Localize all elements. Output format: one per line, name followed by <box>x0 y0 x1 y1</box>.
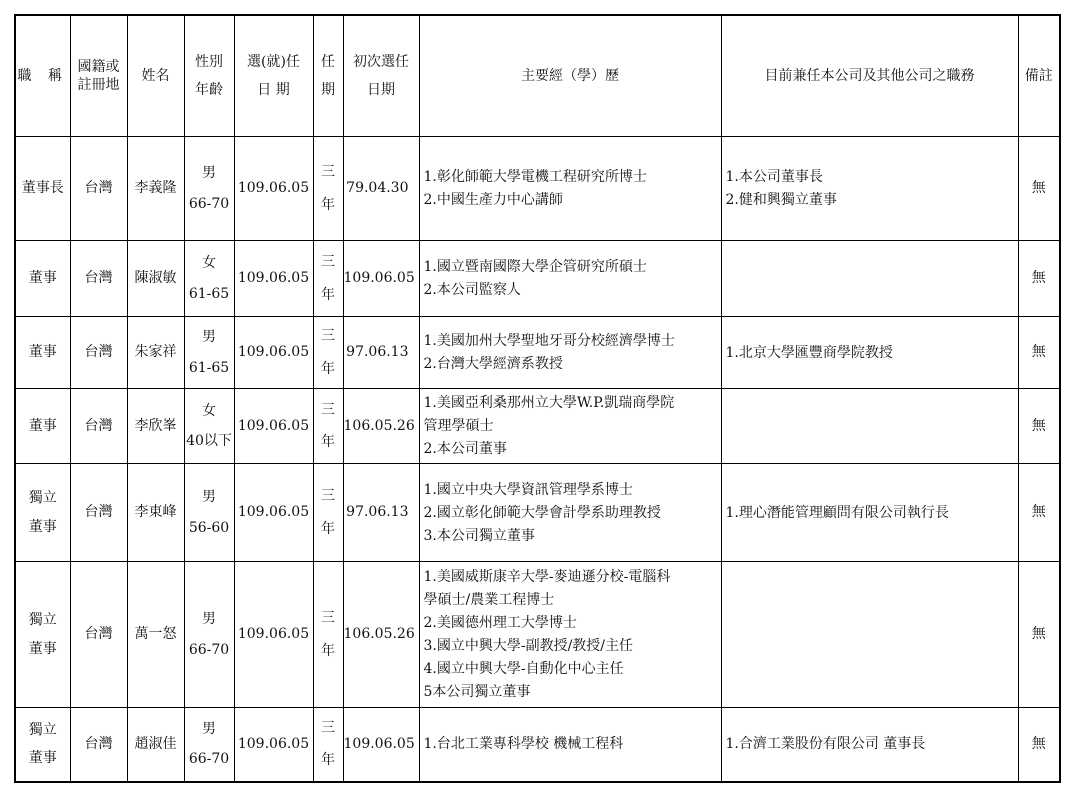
title-line: 董事 <box>28 417 57 434</box>
cell-title <box>15 137 70 241</box>
cell-nationality <box>70 389 127 464</box>
cell-nationality <box>70 137 127 241</box>
cell-gender-age <box>184 317 234 389</box>
cell-term <box>313 562 343 708</box>
cell-first-elected <box>343 464 419 562</box>
age-value: 66-70 <box>188 751 230 768</box>
term-char: 三 <box>321 328 335 345</box>
cell-remarks <box>1018 708 1060 782</box>
age-value: 66-70 <box>188 195 230 212</box>
elected-date-value: 109.06.05 <box>237 344 310 361</box>
title-line: 董事 <box>28 270 57 287</box>
elected-date-value: 109.06.05 <box>237 270 310 287</box>
table-row <box>15 317 1060 389</box>
experience-line: 1.國立暨南國際大學企管研究所碩士 <box>423 259 647 275</box>
elected-date-value: 109.06.05 <box>237 417 310 434</box>
cell-experience <box>419 562 721 708</box>
term-char: 年 <box>321 360 335 377</box>
gender-value: 男 <box>202 489 216 506</box>
gender-value: 女 <box>202 255 216 272</box>
cell-elected-date <box>234 708 313 782</box>
header-remarks: 備註 <box>1018 15 1060 137</box>
age-value: 56-60 <box>188 519 230 536</box>
cell-term <box>313 389 343 464</box>
term-char: 三 <box>321 401 335 418</box>
director-name: 萬一怒 <box>134 626 177 643</box>
director-name: 李東峰 <box>134 504 177 521</box>
cell-first-elected <box>343 137 419 241</box>
remarks-value: 無 <box>1031 736 1046 753</box>
cell-other-positions <box>721 464 1018 562</box>
cell-term <box>313 241 343 317</box>
header-experience: 主要經（學）歷 <box>419 15 721 137</box>
gender-value: 男 <box>202 611 216 628</box>
cell-nationality <box>70 464 127 562</box>
experience-line: 2.中國生產力中心講師 <box>423 192 563 208</box>
directors-table <box>14 14 1061 783</box>
cell-title <box>15 389 70 464</box>
director-name: 趙淑佳 <box>134 736 177 753</box>
age-value: 61-65 <box>188 359 230 376</box>
cell-remarks <box>1018 389 1060 464</box>
experience-line: 1.彰化師範大學電機工程研究所博士 <box>423 169 647 185</box>
title-line: 董事 <box>28 640 57 657</box>
experience-line: 2.國立彰化師範大學會計學系助理教授 <box>423 504 661 521</box>
cell-elected-date <box>234 562 313 708</box>
table-row <box>15 241 1060 317</box>
experience-line: 4.國立中興大學-自動化中心主任 <box>423 661 624 677</box>
experience-line: 1.美國亞利桑那州立大學W.P.凱瑞商學院 <box>423 395 675 411</box>
first-elected-value: 109.06.05 <box>343 736 415 753</box>
nationality-value: 台灣 <box>84 270 113 287</box>
cell-remarks <box>1018 317 1060 389</box>
nationality-value: 台灣 <box>84 344 113 361</box>
term-char: 三 <box>321 610 335 627</box>
title-line: 獨立 <box>28 612 57 629</box>
cell-other-positions <box>721 317 1018 389</box>
position-line: 1.本公司董事長 <box>725 169 823 185</box>
cell-remarks <box>1018 241 1060 317</box>
cell-elected-date <box>234 137 313 241</box>
age-value: 61-65 <box>188 285 230 302</box>
elected-date-value: 109.06.05 <box>237 736 310 753</box>
remarks-value: 無 <box>1031 180 1046 197</box>
first-elected-value: 109.06.05 <box>343 270 415 287</box>
cell-experience <box>419 708 721 782</box>
cell-first-elected <box>343 562 419 708</box>
header-gender-age: 性別 年齡 <box>184 15 234 137</box>
remarks-value: 無 <box>1031 504 1046 521</box>
cell-remarks <box>1018 562 1060 708</box>
experience-line: 學碩士/農業工程博士 <box>423 592 555 608</box>
header-title: 職 稱 <box>15 15 70 137</box>
first-elected-value: 97.06.13 <box>346 344 409 361</box>
title-line: 董事長 <box>21 180 64 197</box>
cell-name <box>127 708 184 782</box>
experience-line: 2.台灣大學經濟系教授 <box>423 356 563 372</box>
experience-line: 1.美國加州大學聖地牙哥分校經濟學博士 <box>423 333 675 349</box>
cell-experience <box>419 317 721 389</box>
term-char: 三 <box>321 254 335 271</box>
elected-date-value: 109.06.05 <box>237 626 310 643</box>
header-nationality: 國籍或 註冊地 <box>70 15 127 137</box>
cell-name <box>127 137 184 241</box>
experience-line: 2.美國德州理工大學博士 <box>423 615 577 631</box>
cell-title <box>15 562 70 708</box>
position-line: 1.北京大學匯豐商學院教授 <box>725 344 893 361</box>
table-row <box>15 464 1060 562</box>
cell-nationality <box>70 317 127 389</box>
cell-name <box>127 464 184 562</box>
table-row <box>15 708 1060 782</box>
experience-line: 1.台北工業專科學校 機械工程科 <box>423 736 624 753</box>
header-term: 任 期 <box>313 15 343 137</box>
nationality-value: 台灣 <box>84 626 113 643</box>
cell-name <box>127 562 184 708</box>
experience-line: 1.國立中央大學資訊管理學系博士 <box>423 481 633 498</box>
cell-nationality <box>70 708 127 782</box>
experience-line: 3.國立中興大學-副教授/教授/主任 <box>423 638 634 654</box>
term-char: 三 <box>321 164 335 181</box>
first-elected-value: 97.06.13 <box>346 504 409 521</box>
remarks-value: 無 <box>1031 626 1046 643</box>
nationality-value: 台灣 <box>84 736 113 753</box>
cell-other-positions <box>721 241 1018 317</box>
first-elected-value: 79.04.30 <box>346 180 409 197</box>
cell-gender-age <box>184 241 234 317</box>
cell-elected-date <box>234 317 313 389</box>
cell-term <box>313 317 343 389</box>
header-row <box>15 15 1060 137</box>
cell-first-elected <box>343 708 419 782</box>
term-char: 年 <box>321 752 335 769</box>
cell-remarks <box>1018 137 1060 241</box>
cell-other-positions <box>721 137 1018 241</box>
cell-term <box>313 137 343 241</box>
experience-line: 5本公司獨立董事 <box>423 684 531 700</box>
cell-first-elected <box>343 389 419 464</box>
director-name: 李欣峯 <box>134 417 177 434</box>
cell-title <box>15 241 70 317</box>
cell-name <box>127 389 184 464</box>
cell-elected-date <box>234 389 313 464</box>
gender-value: 男 <box>202 165 216 182</box>
cell-other-positions <box>721 708 1018 782</box>
cell-experience <box>419 137 721 241</box>
title-line: 董事 <box>28 750 57 767</box>
first-elected-value: 106.05.26 <box>343 417 415 434</box>
nationality-value: 台灣 <box>84 504 113 521</box>
table-row <box>15 389 1060 464</box>
cell-first-elected <box>343 241 419 317</box>
term-char: 年 <box>321 286 335 303</box>
cell-experience <box>419 464 721 562</box>
header-name: 姓名 <box>127 15 184 137</box>
title-line: 獨立 <box>28 722 57 739</box>
director-name: 朱家祥 <box>134 344 177 361</box>
cell-gender-age <box>184 562 234 708</box>
header-elected-date: 選(就)任 日 期 <box>234 15 313 137</box>
gender-value: 男 <box>202 329 216 346</box>
cell-first-elected <box>343 317 419 389</box>
director-name: 李義隆 <box>134 180 177 197</box>
table-row <box>15 137 1060 241</box>
cell-name <box>127 317 184 389</box>
cell-experience <box>419 389 721 464</box>
experience-line: 2.本公司監察人 <box>423 282 521 298</box>
term-char: 三 <box>321 488 335 505</box>
table-row <box>15 562 1060 708</box>
gender-value: 男 <box>202 721 216 738</box>
elected-date-value: 109.06.05 <box>237 180 310 197</box>
position-line: 1.理心潛能管理顧問有限公司執行長 <box>725 504 949 521</box>
remarks-value: 無 <box>1031 417 1046 434</box>
cell-experience <box>419 241 721 317</box>
position-line: 2.健和興獨立董事 <box>725 192 837 208</box>
cell-remarks <box>1018 464 1060 562</box>
title-line: 董事 <box>28 518 57 535</box>
cell-gender-age <box>184 137 234 241</box>
age-value: 40以下 <box>186 433 232 449</box>
term-char: 年 <box>321 642 335 659</box>
nationality-value: 台灣 <box>84 180 113 197</box>
cell-gender-age <box>184 464 234 562</box>
position-line: 1.合濟工業股份有限公司 董事長 <box>725 736 926 753</box>
cell-gender-age <box>184 708 234 782</box>
title-line: 獨立 <box>28 490 57 507</box>
term-char: 年 <box>321 196 335 213</box>
term-char: 年 <box>321 520 335 537</box>
cell-term <box>313 708 343 782</box>
experience-line: 管理學碩士 <box>423 418 494 434</box>
cell-other-positions <box>721 389 1018 464</box>
cell-title <box>15 317 70 389</box>
elected-date-value: 109.06.05 <box>237 504 310 521</box>
remarks-value: 無 <box>1031 270 1046 287</box>
cell-gender-age <box>184 389 234 464</box>
cell-elected-date <box>234 241 313 317</box>
cell-title <box>15 708 70 782</box>
cell-name <box>127 241 184 317</box>
cell-title <box>15 464 70 562</box>
header-other-positions: 目前兼任本公司及其他公司之職務 <box>721 15 1018 137</box>
header-first-elected: 初次選任 日期 <box>343 15 419 137</box>
experience-line: 1.美國威斯康辛大學-麥迪遜分校-電腦科 <box>423 569 671 585</box>
cell-other-positions <box>721 562 1018 708</box>
experience-line: 3.本公司獨立董事 <box>423 527 535 544</box>
cell-nationality <box>70 562 127 708</box>
cell-term <box>313 464 343 562</box>
age-value: 66-70 <box>188 641 230 658</box>
first-elected-value: 106.05.26 <box>343 626 415 643</box>
term-char: 三 <box>321 720 335 737</box>
nationality-value: 台灣 <box>84 417 113 434</box>
gender-value: 女 <box>202 402 216 419</box>
director-name: 陳淑敏 <box>134 270 177 287</box>
remarks-value: 無 <box>1031 344 1046 361</box>
term-char: 年 <box>321 434 335 450</box>
cell-elected-date <box>234 464 313 562</box>
title-line: 董事 <box>28 344 57 361</box>
experience-line: 2.本公司董事 <box>423 441 507 457</box>
cell-nationality <box>70 241 127 317</box>
